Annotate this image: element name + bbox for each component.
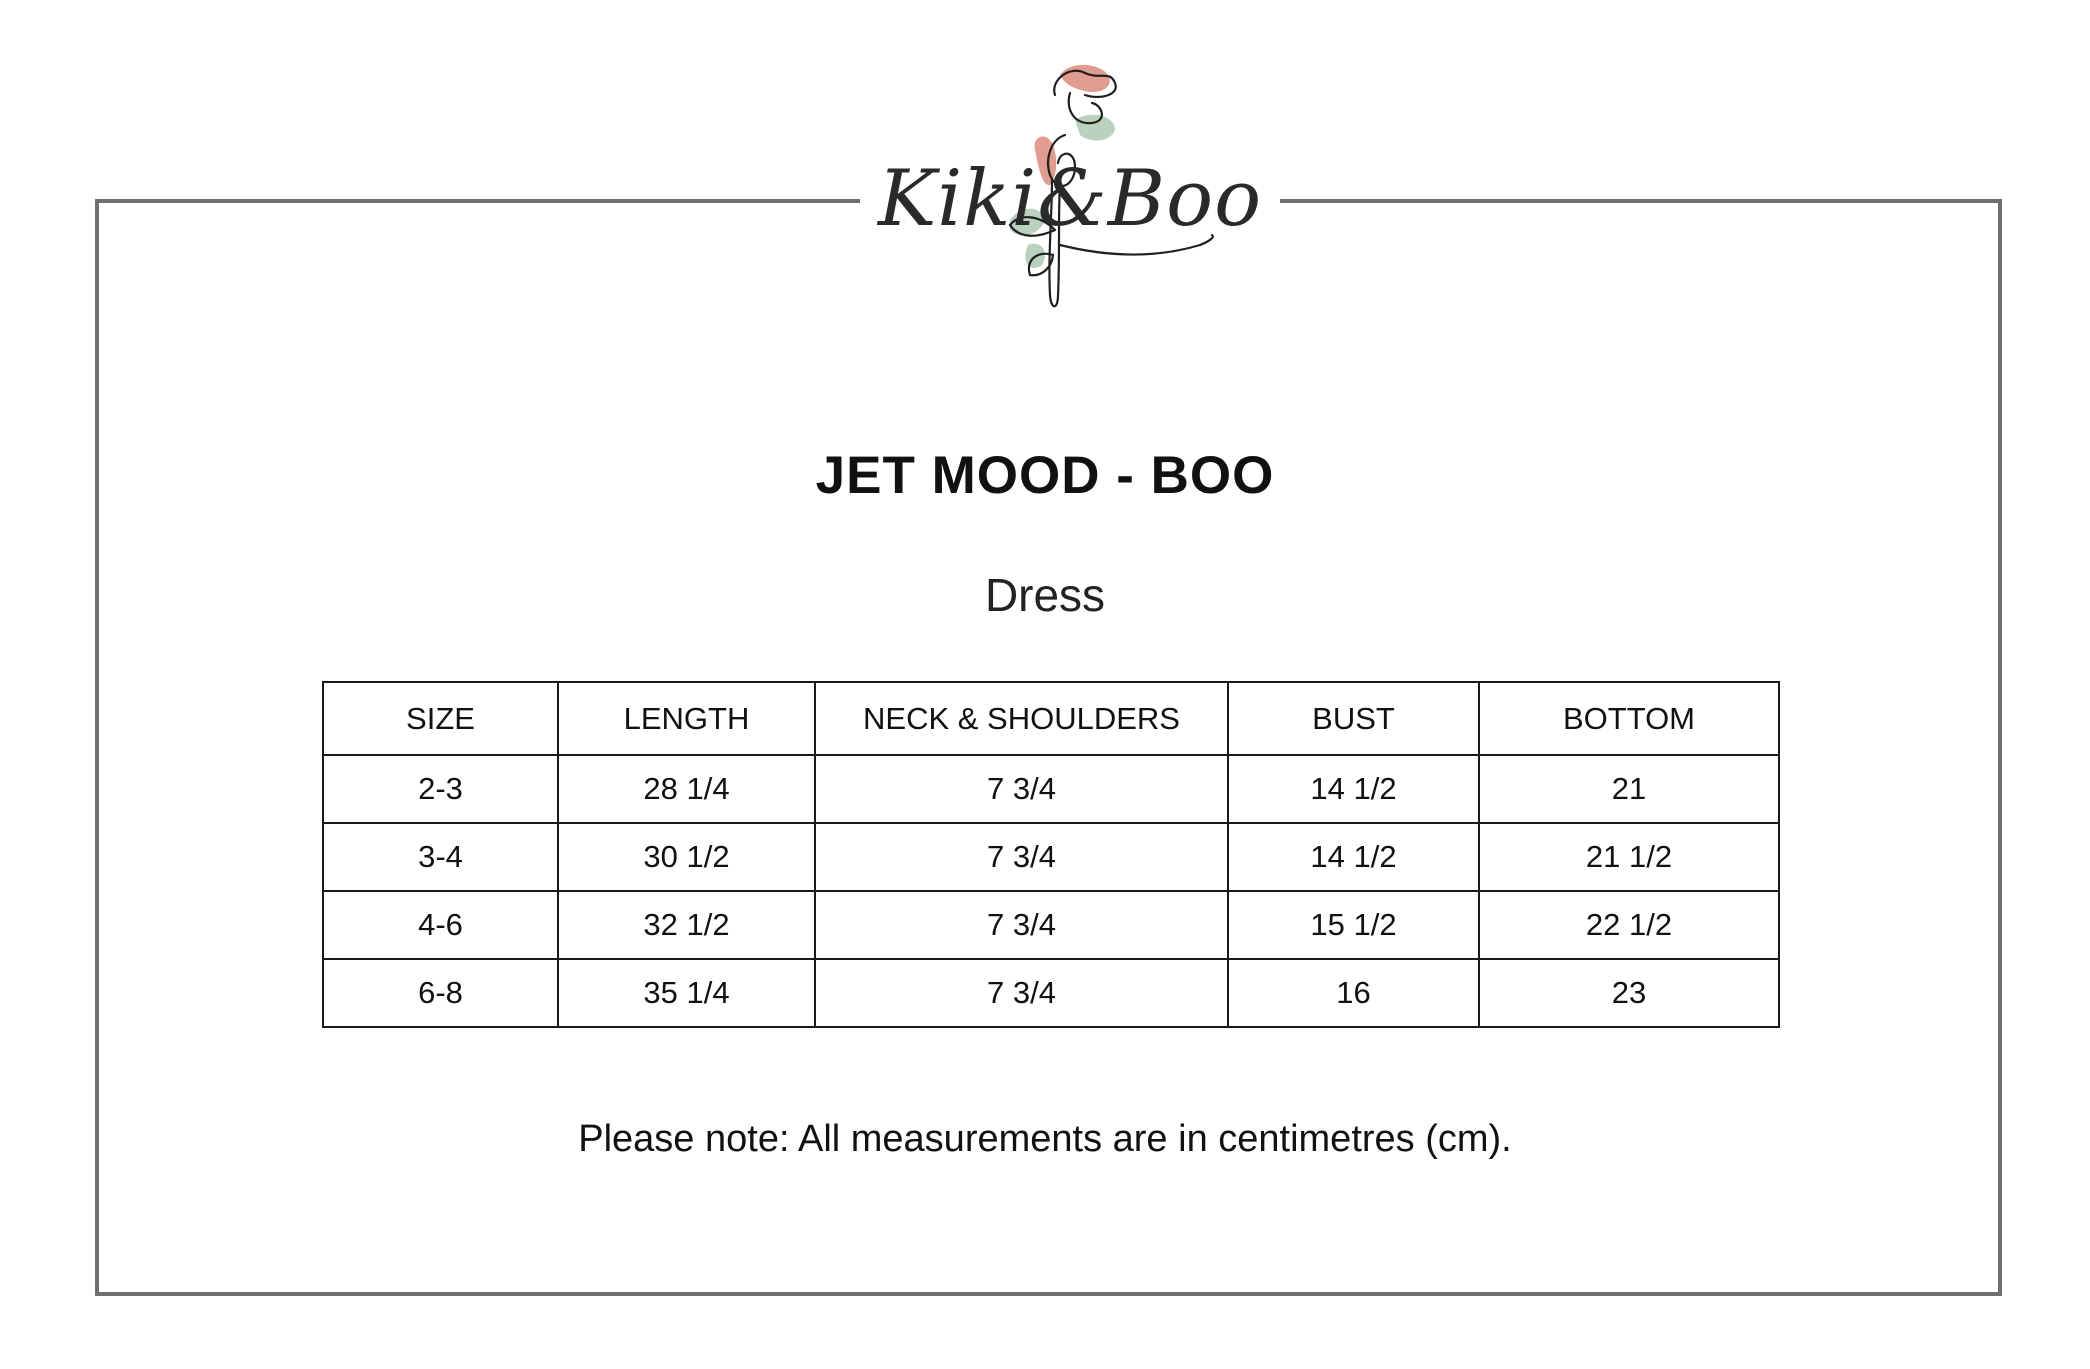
table-cell: 7 3/4 bbox=[815, 959, 1228, 1027]
column-header: BUST bbox=[1228, 682, 1479, 755]
kiki-and-boo-logo bbox=[870, 55, 1270, 355]
table-cell: 32 1/2 bbox=[558, 891, 815, 959]
table-cell: 16 bbox=[1228, 959, 1479, 1027]
table-cell: 15 1/2 bbox=[1228, 891, 1479, 959]
table-row bbox=[323, 755, 1779, 823]
column-header: LENGTH bbox=[558, 682, 815, 755]
size-chart-table bbox=[322, 681, 1780, 1028]
table-cell: 28 1/4 bbox=[558, 755, 815, 823]
table-cell: 14 1/2 bbox=[1228, 755, 1479, 823]
table-cell: 23 bbox=[1479, 959, 1779, 1027]
table-cell: 7 3/4 bbox=[815, 823, 1228, 891]
table-cell: 4-6 bbox=[323, 891, 558, 959]
garment-type: Dress bbox=[984, 569, 1106, 621]
column-header: BOTTOM bbox=[1479, 682, 1779, 755]
measurement-note: Please note: All measurements are in centimetres (cm). bbox=[578, 1118, 1512, 1160]
table-cell: 7 3/4 bbox=[815, 755, 1228, 823]
product-title: JET MOOD - BOO bbox=[815, 446, 1275, 505]
table-cell: 22 1/2 bbox=[1479, 891, 1779, 959]
table-cell: 14 1/2 bbox=[1228, 823, 1479, 891]
table-cell: 35 1/4 bbox=[558, 959, 815, 1027]
table-row bbox=[323, 823, 1779, 891]
column-header: SIZE bbox=[323, 682, 558, 755]
table-cell: 6-8 bbox=[323, 959, 558, 1027]
table-cell: 3-4 bbox=[323, 823, 558, 891]
table-row bbox=[323, 959, 1779, 1027]
table-row bbox=[323, 891, 1779, 959]
column-header: NECK & SHOULDERS bbox=[815, 682, 1228, 755]
table-cell: 21 1/2 bbox=[1479, 823, 1779, 891]
table-cell: 7 3/4 bbox=[815, 891, 1228, 959]
table-header-row bbox=[323, 682, 1779, 755]
table-cell: 2-3 bbox=[323, 755, 558, 823]
table-cell: 30 1/2 bbox=[558, 823, 815, 891]
table-cell: 21 bbox=[1479, 755, 1779, 823]
svg-text:Kiki&Boo: Kiki&Boo bbox=[877, 154, 1263, 244]
